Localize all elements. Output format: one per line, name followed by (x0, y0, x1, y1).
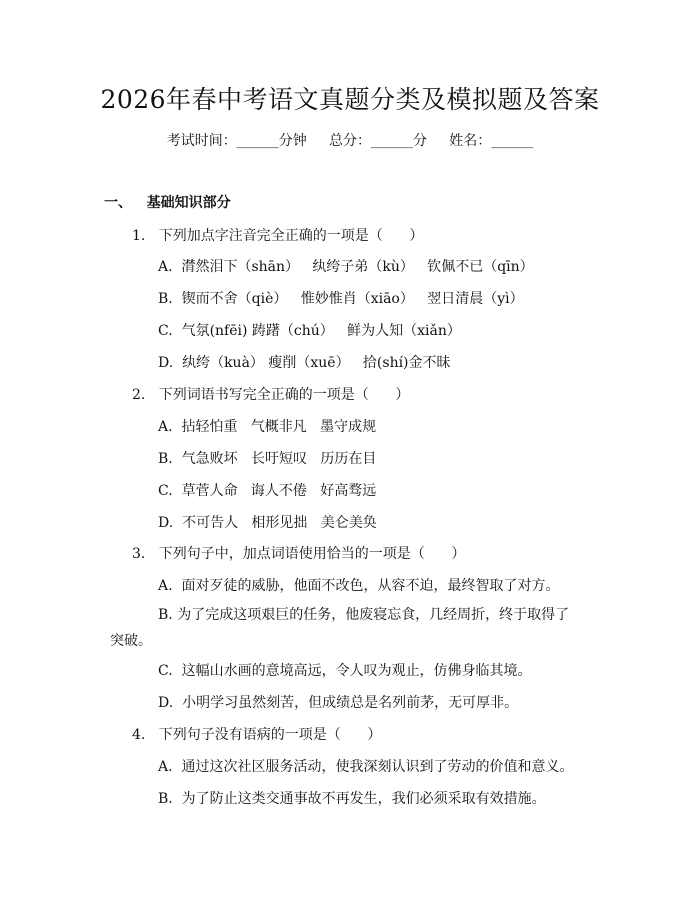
question-2-option-c: C. 草菅人命 诲人不倦 好高骛远 (158, 483, 377, 499)
question-3: 3. 下列句子中，加点词语使用恰当的一项是（ ） (132, 546, 466, 562)
question-4: 4. 下列句子没有语病的一项是（ ） (132, 727, 382, 743)
question-2-option-d: D. 不可告人 相形见拙 美仑美奂 (158, 515, 377, 531)
question-4-option-b: B. 为了防止这类交通事故不再发生，我们必须采取有效措施。 (158, 791, 546, 807)
question-1-option-c: C. 气氛(nfēi) 踌躇（chú） 鲜为人知（xiǎn） (158, 323, 461, 339)
question-2: 2. 下列词语书写完全正确的一项是（ ） (132, 387, 410, 403)
question-4-option-a: A. 通过这次社区服务活动，使我深刻认识到了劳动的价值和意义。 (158, 759, 574, 775)
question-2-option-a: A. 拈轻怕重 气概非凡 墨守成规 (158, 419, 377, 435)
question-1-option-a: A. 潸然泪下（shān） 纨绔子弟（kù） 钦佩不已（qīn） (158, 259, 534, 275)
question-3-option-a: A. 面对歹徒的威胁，他面不改色，从容不迫，最终智取了对方。 (158, 578, 560, 594)
question-1-option-b: B. 锲而不舍（qiè） 惟妙惟肖（xiāo） 翌日清晨（yì） (158, 291, 524, 307)
section-heading: 一、 基础知识部分 (104, 195, 231, 211)
exam-meta-line: 考试时间：______分钟 总分：______分 姓名：______ (166, 133, 534, 149)
question-1: 1. 下列加点字注音完全正确的一项是（ ） (132, 228, 424, 244)
question-3-option-d: D. 小明学习虽然刻苦，但成绩总是名列前茅，无可厚非。 (158, 695, 519, 711)
page-title: 2026年春中考语文真题分类及模拟题及答案 (100, 85, 600, 114)
question-1-option-d: D. 纨绔（kuà） 瘦削（xuē） 拾(shí)金不昧 (158, 355, 451, 371)
question-3-option-b: B. 为了完成这项艰巨的任务，他废寝忘食，几经周折，终于取得了突破。 (110, 607, 570, 649)
question-2-option-b: B. 气急败坏 长吁短叹 历历在目 (158, 451, 377, 467)
question-3-option-c: C. 这幅山水画的意境高远，令人叹为观止，仿佛身临其境。 (158, 663, 532, 679)
